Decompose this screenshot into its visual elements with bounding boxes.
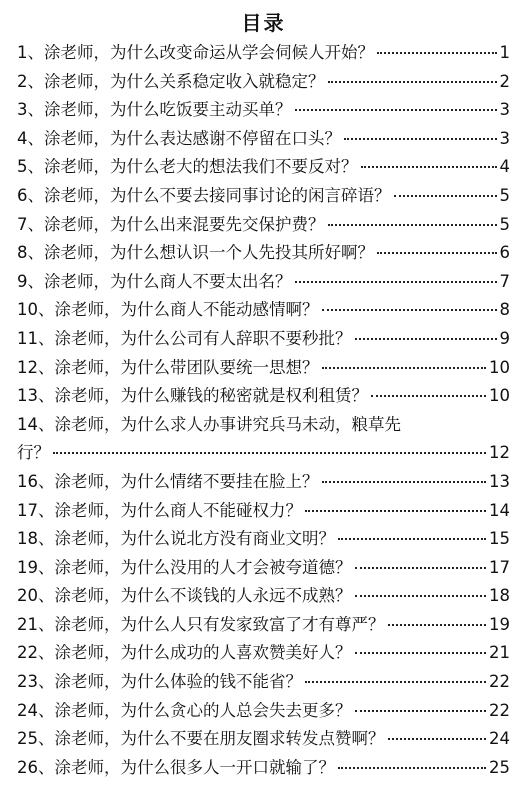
leader-dots: [377, 44, 497, 54]
toc-entry[interactable]: [17, 554, 510, 583]
leader-dots: [322, 359, 487, 369]
toc-entry-page: 18: [489, 586, 510, 606]
toc-entry-page: 22: [489, 672, 510, 692]
toc-entry-page: 3: [499, 128, 510, 148]
toc-entry[interactable]: [17, 582, 510, 611]
toc-entry-label: 6、涂老师，为什么不要去接同事讨论的闲言碎语？: [17, 185, 391, 205]
toc-entry-label: 19、涂老师，为什么没用的人才会被夸道德？: [17, 557, 352, 577]
toc-entry-label: 13、涂老师，为什么赚钱的秘密就是权利租赁？: [17, 386, 368, 406]
toc-entry[interactable]: [17, 182, 510, 211]
leader-dots: [322, 301, 497, 311]
leader-dots: [338, 530, 486, 540]
toc-entry-page: 5: [499, 185, 510, 205]
toc-entry-page: 5: [499, 214, 510, 234]
leader-dots: [388, 616, 487, 626]
toc-entry-page: 9: [499, 328, 510, 348]
leader-dots: [328, 73, 497, 83]
leader-dots: [344, 130, 497, 140]
toc-entry-label: 21、涂老师，为什么人只有发家致富了才有尊严？: [17, 614, 385, 634]
toc-entry-label: 9、涂老师，为什么商人不要太出名？: [17, 271, 292, 291]
toc-entry-page: 14: [489, 500, 510, 520]
toc-list: [17, 39, 510, 782]
toc-entry-label: 20、涂老师，为什么不谈钱的人永远不成熟？: [17, 586, 352, 606]
leader-dots: [322, 473, 487, 483]
toc-entry[interactable]: [17, 68, 510, 97]
toc-entry-label: 17、涂老师，为什么商人不能碰权力？: [17, 500, 302, 520]
toc-entry-page: 25: [489, 757, 510, 777]
toc-entry-page: 24: [489, 729, 510, 749]
toc-entry[interactable]: [17, 639, 510, 668]
toc-entry[interactable]: [17, 354, 510, 383]
toc-entry[interactable]: [17, 525, 510, 554]
leader-dots: [394, 187, 497, 197]
toc-entry-label: 2、涂老师，为什么关系稳定收入就稳定？: [17, 71, 325, 91]
toc-entry[interactable]: [17, 497, 510, 526]
toc-entry-page: 2: [499, 71, 510, 91]
toc-entry-label: 12、涂老师，为什么带团队要统一思想？: [17, 357, 319, 377]
toc-entry-page: 13: [489, 471, 510, 491]
toc-entry-label: 7、涂老师，为什么出来混要先交保护费？: [17, 214, 325, 234]
toc-entry[interactable]: [17, 153, 510, 182]
toc-entry-label: 22、涂老师，为什么成功的人喜欢赞美好人？: [17, 643, 352, 663]
leader-dots: [355, 559, 487, 569]
toc-entry[interactable]: [17, 468, 510, 497]
leader-dots: [53, 444, 486, 454]
toc-entry-page: 4: [499, 157, 510, 177]
toc-entry[interactable]: [17, 211, 510, 240]
toc-entry-page: 8: [499, 300, 510, 320]
toc-entry[interactable]: [17, 96, 510, 125]
toc-entry-label: 11、涂老师，为什么公司有人辞职不要秒批？: [17, 328, 352, 348]
leader-dots: [355, 587, 487, 597]
toc-entry-label: 16、涂老师，为什么情绪不要挂在脸上？: [17, 471, 319, 491]
leader-dots: [305, 673, 486, 683]
toc-entry[interactable]: [17, 239, 510, 268]
leader-dots: [338, 759, 486, 769]
leader-dots: [295, 273, 497, 283]
toc-entry[interactable]: [17, 754, 510, 783]
leader-dots: [305, 502, 486, 512]
toc-entry-page: 22: [489, 700, 510, 720]
leader-dots: [328, 216, 497, 226]
toc-entry[interactable]: [17, 725, 510, 754]
toc-entry-label: 14、涂老师，为什么求人办事讲究兵马未动，粮草先: [17, 414, 401, 434]
toc-entry-page: 21: [489, 643, 510, 663]
toc-entry-label: 23、涂老师，为什么体验的钱不能省？: [17, 672, 302, 692]
toc-entry-label-continued: 行？: [17, 443, 50, 463]
toc-entry[interactable]: [17, 697, 510, 726]
toc-entry[interactable]: [17, 411, 510, 468]
toc-entry[interactable]: [17, 39, 510, 68]
leader-dots: [295, 101, 497, 111]
toc-entry-label: 24、涂老师，为什么贪心的人总会失去更多？: [17, 700, 352, 720]
toc-entry-page: 19: [489, 614, 510, 634]
leader-dots: [377, 244, 497, 254]
leader-dots: [361, 158, 497, 168]
toc-entry-label: 26、涂老师，为什么很多人一开口就输了？: [17, 757, 335, 777]
toc-entry-label: 5、涂老师，为什么老大的想法我们不要反对？: [17, 157, 358, 177]
toc-entry-label: 10、涂老师，为什么商人不能动感情啊？: [17, 300, 319, 320]
leader-dots: [355, 330, 497, 340]
toc-entry[interactable]: [17, 325, 510, 354]
leader-dots: [355, 702, 487, 712]
toc-entry-page: 3: [499, 100, 510, 120]
leader-dots: [388, 730, 487, 740]
page-title: 目录: [241, 11, 286, 35]
toc-entry-label: 3、涂老师，为什么吃饭要主动买单？: [17, 100, 292, 120]
toc-entry[interactable]: [17, 668, 510, 697]
toc-entry-continuation: [17, 439, 510, 468]
toc-entry-page: 15: [489, 529, 510, 549]
toc-entry-label: 4、涂老师，为什么表达感谢不停留在口头？: [17, 128, 341, 148]
toc-entry-page: 10: [489, 386, 510, 406]
toc-entry-page: 7: [499, 271, 510, 291]
toc-entry[interactable]: [17, 611, 510, 640]
toc-entry-label: 18、涂老师，为什么说北方没有商业文明？: [17, 529, 335, 549]
toc-entry-page: 6: [499, 243, 510, 263]
leader-dots: [355, 644, 487, 654]
toc-entry-page: 1: [499, 43, 510, 62]
toc-entry-label: 8、涂老师，为什么想认识一个人先投其所好啊？: [17, 243, 374, 263]
toc-entry-page: 17: [489, 557, 510, 577]
toc-entry[interactable]: [17, 125, 510, 154]
toc-entry[interactable]: [17, 268, 510, 297]
leader-dots: [371, 387, 486, 397]
toc-entry-page: 12: [489, 443, 510, 463]
toc-entry[interactable]: [17, 382, 510, 411]
toc-entry-label: 1、涂老师，为什么改变命运从学会伺候人开始？: [17, 43, 374, 62]
toc-entry-label: 25、涂老师，为什么不要在朋友圈求转发点赞啊？: [17, 729, 385, 749]
toc-entry[interactable]: [17, 296, 510, 325]
toc-entry-page: 10: [489, 357, 510, 377]
